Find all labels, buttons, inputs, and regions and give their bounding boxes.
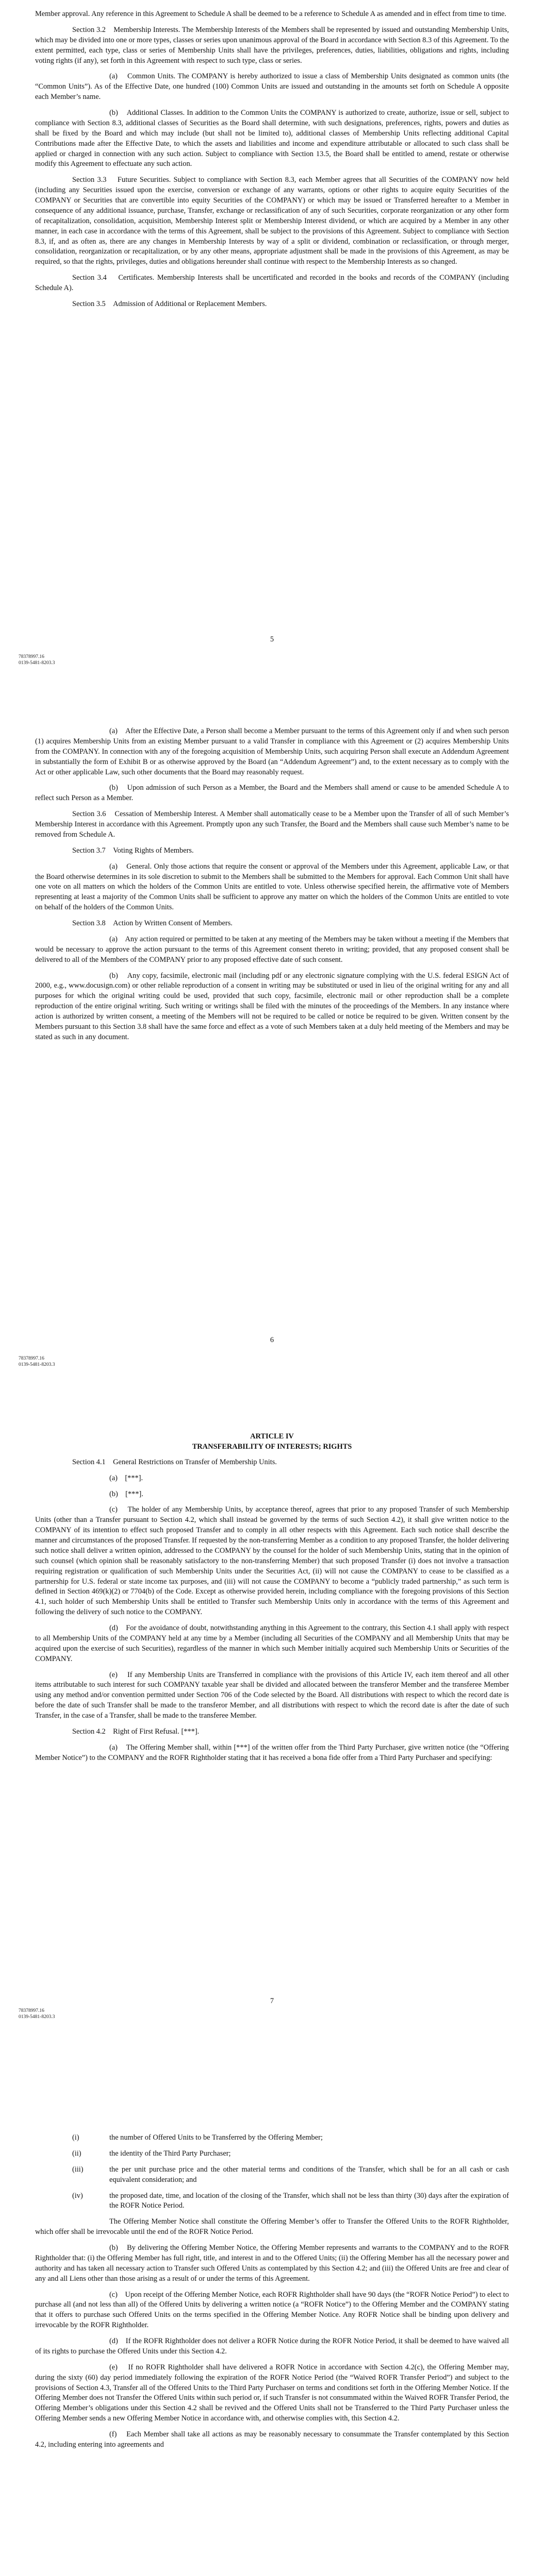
article-title: ARTICLE IV <box>250 1432 294 1440</box>
paragraph: (d) For the avoidance of doubt, notwithstanding anything in this Agreement to the contrary, this Section 4.1 shall apply with respect to all Membership Units of the COMPANY held at any time by a Member (including all Securities of the COMPANY and all Membership Units that may be acquired upon the exercise of such Securities), regardless of the manner in which such Member initially acquired such Membership Units or Securities of the COMPANY. <box>35 1624 509 1663</box>
paragraph: (c) The holder of any Membership Units, by acceptance thereof, agrees that prior to any proposed Transfer of such Membership Units (other than a Transfer pursuant to Section 4.2, which shall instead be governed by the terms of such Section 4.2), it shall give written notice to the COMPANY of its intention to effect such proposed Transfer and to comply in all other respects with this Agreement. Each such notice shall describe the manner and circumstances of the proposed Transfer. If requested by the non-transferring Member as a condition to any proposed Transfer, the holder delivering such notice shall deliver a written opinion, addressed to the COMPANY by the counsel for the holder of such Membership Units, stating that in the opinion of such counsel (which opinion shall be reasonably satisfactory to the non-transferring Member) that such proposed Transfer (i) does not involve a transaction requiring registration or qualification of such Membership Units under the Securities Act, (ii) will not cause the COMPANY to cease to be classified as a partnership for U.S. federal or state income tax purposes, and (iii) will not cause the COMPANY to become a “publicly traded partnership,” as such term is defined in Section 469(k)(2) or 7704(b) of the Code. Except as otherwise provided herein, including compliance with the foregoing provisions of this Section 4.1, such holder of such Membership Units shall be entitled to Transfer such Membership Units only in accordance with the terms of this Agreement and following the delivery of such notice to the COMPANY. <box>35 1505 509 1617</box>
paragraph: (a) After the Effective Date, a Person shall become a Member pursuant to the terms of this Agreement only if and when such person (1) acquires Membership Units from an existing Member pursuant to a valid Transfer in compliance with this Agreement or (2) acquires Membership Units from the COMPANY. In connection with any of the foregoing acquisition of Membership Units, such acquiring Person shall execute an Addendum Agreement in substantially the form of Exhibit B or as otherwise approved by the Board (an “Addendum Agreement”) and, to the extent necessary as to comply with the Act or other applicable Law, such other documents that the Board may reasonably request. <box>35 727 509 776</box>
paragraph: Member approval. Any reference in this Agreement to Schedule A shall be deemed to be a reference to Schedule A as amended and in effect from time to time. <box>35 10 507 18</box>
paragraph: (f) Each Member shall take all actions as may be reasonably necessary to consummate the Transfer contemplated by this Section 4.2, including entering into agreements and <box>35 2430 509 2449</box>
list-item <box>35 2133 509 2143</box>
footer-ref: 78378997.16 <box>19 2008 44 2013</box>
page-number: 6 <box>270 1336 274 1344</box>
paragraph: (b) Upon admission of such Person as a Member, the Board and the Members shall amend or cause to be amended Schedule A to reflect such Person as a Member. <box>35 784 509 803</box>
document-page-5 <box>0 0 544 706</box>
voting-general-paragraph: (a) General. Only those actions that require the consent or approval of the Members under this Agreement, applicable Law, or that the Board otherwise determines in its sole discretion to submit to the Members shall be submitted to the Members for approval. Each Common Unit shall have one vote on all matters on which the holders of the Common Units are entitled to vote. Unless otherwise specified herein, the affirmative vote of Members representing at least a majority of the Common Units shall be sufficient to approve any matter on which the holders of the Common Units are entitled to vote on behalf of the holders of the Common Units. <box>35 862 509 912</box>
list-text: the proposed date, time, and location of the closing of the Transfer, which shall not be less than thirty (30) days after the expiration of the ROFR Notice Period. <box>109 2191 509 2210</box>
section-3-4-paragraph: Section 3.4 Certificates. Membership Interests shall be uncertificated and recorded in the books and records of the COMPANY (including Schedule A). <box>35 274 509 292</box>
section-4-2-heading: Section 4.2 Right of First Refusal. [***]. <box>72 1727 200 1736</box>
paragraph: (b) Any copy, facsimile, electronic mail (including pdf or any electronic signature complying with the U.S. federal ESIGN Act of 2000, e.g., www.docusign.com) or other reliable reproduction of a consent in writing may be substituted or used in lieu of the original writing for any and all purposes for which the original writing could be used, provided that such copy, facsimile, electronic mail or other reproduction shall be a complete reproduction of the entire original writing. Such writing or writings shall be filed with the minutes of the proceedings of the Members. In any instance where action is authorized by written consent, a meeting of the Members will not be required to be called or notice be required to be given. Written consent by the Members pursuant to this Section 3.8 shall have the same force and effect as a vote of such Members taken at a duly held meeting of the Members and may be stated as such in any document. <box>35 971 509 1041</box>
additional-classes-paragraph: (b) Additional Classes. In addition to the Common Units the COMPANY is authorized to create, authorize, issue or sell, subject to compliance with Section 8.3, additional classes of Securities as the Board shall determine, with such designations, preferences, rights, powers and duties as shall be fixed by the Board and which may include (but shall not be limited to), additional classes of Membership Units reflecting additional Capital Contributions made after the Effective Date, to which the assets and liabilities and income and expenditure attributable or allocated to such class shall be applied or charged in connection with any such action. Subject to compliance with Section 13.5, the Board shall be entitled to amend, restate or otherwise modify this Agreement to effectuate any such action. <box>35 109 509 168</box>
paragraph: (a) The Offering Member shall, within [***] of the written offer from the Third Party Purchaser, give written notice (the “Offering Member Notice”) to the COMPANY and the ROFR Rightholder stating that it has received a bona fide offer from a Third Party Purchaser and specifying: <box>35 1743 509 1762</box>
paragraph: (a) [***]. <box>109 1473 143 1482</box>
paragraph: The Offering Member Notice shall constitute the Offering Member’s offer to Transfer the Offered Units to the ROFR Rightholder, which offer shall be irrevocable until the end of the ROFR Notice Period. <box>35 2217 509 2236</box>
section-3-2-paragraph: Section 3.2 Membership Interests. The Membership Interests of the Members shall be represented by issued and outstanding Membership Units, which may be divided into one or more types, classes or series upon unanimous approval of the Board in accordance with Section 8.3 of this Agreement. To the extent permitted, each type, class or series of Membership Units shall have the privileges, preferences, duties, liabilities, obligations and rights, including voting rights (if any), set forth in this Agreement with respect to such type, class or series. <box>35 25 509 65</box>
section-3-8-heading: Section 3.8 Action by Written Consent of Members. <box>72 919 233 927</box>
page-body <box>35 726 509 1048</box>
paragraph: (c) Upon receipt of the Offering Member Notice, each ROFR Rightholder shall have 90 days (the “ROFR Notice Period”) to elect to purchase all (and not less than all) of the Offered Units by delivering a written notice (a “ROFR Notice”) to the Offering Member and the COMPANY stating that it offers to purchase such Offered Units on the terms specified in the Offering Member Notice. Any ROFR Notice shall be binding upon delivery and irrevocable by the ROFR Rightholder. <box>35 2290 509 2330</box>
section-3-5-heading: Section 3.5 Admission of Additional or Replacement Members. <box>72 299 267 308</box>
document-page-8 <box>0 2112 544 2576</box>
footer-id: 0139-5481-8203.3 <box>19 1362 55 1367</box>
list-number: (iv) <box>72 2191 83 2200</box>
footer-ref: 78378997.16 <box>19 654 44 659</box>
paragraph: (a) Any action required or permitted to be taken at any meeting of the Members may be taken without a meeting if the Members that would be necessary to approve the action pursuant to the terms of this Agreement consent thereto in writing; provided, that any proposed consent shall be delivered to all of the Members of the COMPANY prior to any proposed effective date of such consent. <box>35 935 509 964</box>
paragraph: (d) If the ROFR Rightholder does not deliver a ROFR Notice during the ROFR Notice Period, it shall be deemed to have waived all of its rights to purchase the Offered Units under this Section 4.2. <box>35 2337 509 2355</box>
footer-id: 0139-5481-8203.3 <box>19 2014 55 2020</box>
paragraph: (e) If no ROFR Rightholder shall have delivered a ROFR Notice in accordance with Section 4.2(c), the Offering Member may, during the sixty (60) day period immediately following the expiration of the ROFR Notice Period (the “Waived ROFR Transfer Period”) and subject to the provisions of Section 4.3, Transfer all of the Offered Units to the Third Party Purchaser on terms and conditions set forth in the Offering Member Notice. If the Offering Member does not Transfer the Offered Units within such period or, if such Transfer is not consummated within the Waived ROFR Transfer Period, the Offering Member’s obligations under this Section 4.2 shall be revived and the Offered Units shall not be Transferred to the Third Party Purchaser unless the Offering Member sends a new Offering Member Notice in accordance with, and otherwise complies with, this Section 4.2. <box>35 2363 509 2423</box>
section-3-7-heading: Section 3.7 Voting Rights of Members. <box>72 846 194 855</box>
paragraph: (b) By delivering the Offering Member Notice, the Offering Member represents and warrants to the COMPANY and to the ROFR Rightholder that: (i) the Offering Member has full right, title, and interest in and to the Offered Units; (ii) the Offering Member has all the necessary power and authority and has taken all necessary action to Transfer such Offered Units as contemplated by this Section 4.2; and (iii) the Offered Units are free and clear of any and all Liens other than those arising as a result of or under the terms of this Agreement. <box>35 2244 509 2283</box>
list-item <box>35 2149 509 2159</box>
section-4-1-heading: Section 4.1 General Restrictions on Transfer of Membership Units. <box>72 1458 277 1466</box>
page-footer <box>19 654 55 667</box>
section-3-6-paragraph: Section 3.6 Cessation of Membership Interest. A Member shall automatically cease to be a Member upon the Transfer of all of such Member’s Membership Interest in accordance with this Agreement. Promptly upon any such Transfer, the Board and the Members shall cause such Member’s name to be removed from Schedule A. <box>35 810 509 839</box>
common-units-paragraph: (a) Common Units. The COMPANY is hereby authorized to issue a class of Membership Units designated as common units (the “Common Units”). As of the Effective Date, one hundred (100) Common Units are issued and outstanding in the amounts set forth on Schedule A opposite each Member’s name. <box>35 72 509 101</box>
list-text: the number of Offered Units to be Transferred by the Offering Member; <box>109 2133 323 2142</box>
page-body <box>35 1432 509 1769</box>
page-number: 7 <box>270 1997 274 2005</box>
article-subtitle: TRANSFERABILITY OF INTERESTS; RIGHTS <box>192 1442 352 1451</box>
list-text: the per unit purchase price and the other material terms and conditions of the Transfer, which shall be for an all cash or cash equivalent consideration; and <box>109 2165 509 2184</box>
list-item <box>35 2191 509 2212</box>
paragraph: (e) If any Membership Units are Transferred in compliance with the provisions of this Article IV, each item thereof and all other items attributable to such interest for such COMPANY taxable year shall be divided and allocated between the transferor Member and the transferee Member using any method and/or convention permitted under Section 706 of the Code selected by the Board. All distributions with respect to which the record date is before the date of such Transfer shall be made to the transferor Member, and all distributions with respect to which the record date is after the date of such Transfer, in the case of a Transfer, shall be made to the transferee Member. <box>35 1670 509 1720</box>
footer-id: 0139-5481-8203.3 <box>19 660 55 666</box>
page-body <box>35 2133 509 2456</box>
document-page-7 <box>0 1409 544 2112</box>
page-body <box>35 9 509 315</box>
document-page-6 <box>0 706 544 1409</box>
footer-ref: 78378997.16 <box>19 1356 44 1361</box>
page-footer <box>19 2008 55 2021</box>
section-3-3-paragraph: Section 3.3 Future Securities. Subject to compliance with Section 8.3, each Member agrees that all Securities of the COMPANY now held (including any Securities issued upon the exercise, conversion or exchange of any warrants, options or other rights to acquire equity Securities of the COMPANY or Securities that are convertible into equity Securities of the COMPANY) or which may be issued or Transferred hereafter to a Member in consequence of any additional issuance, purchase, Transfer, exchange or reclassification of any of such Securities, corporate reorganization or any other form of recapitalization, consolidation, acquisition, Membership Interest split or Membership Interest dividend, or which are acquired by a Member in any other manner, in each case in accordance with the terms of this Agreement, shall be subject to the provisions of this Agreement. Subject to compliance with Section 8.3, if, and as often as, there are any changes in Membership Interests by way of a split or dividend, combination or reclassification, or through merger, consolidation, reorganization or recapitalization, or by any other means, appropriate adjustment shall be made in the provisions of this Agreement, as may be required, so that the rights, privileges, duties and obligations hereunder shall continue with respect to the Membership Interests as so changed. <box>35 176 509 266</box>
list-text: the identity of the Third Party Purchaser; <box>109 2149 231 2158</box>
list-number: (i) <box>72 2133 79 2142</box>
list-item <box>35 2165 509 2185</box>
page-footer <box>19 1356 55 1368</box>
paragraph: (b) [***]. <box>109 1489 143 1498</box>
page-number: 5 <box>270 635 274 643</box>
list-number: (iii) <box>72 2165 84 2174</box>
list-number: (ii) <box>72 2149 81 2158</box>
